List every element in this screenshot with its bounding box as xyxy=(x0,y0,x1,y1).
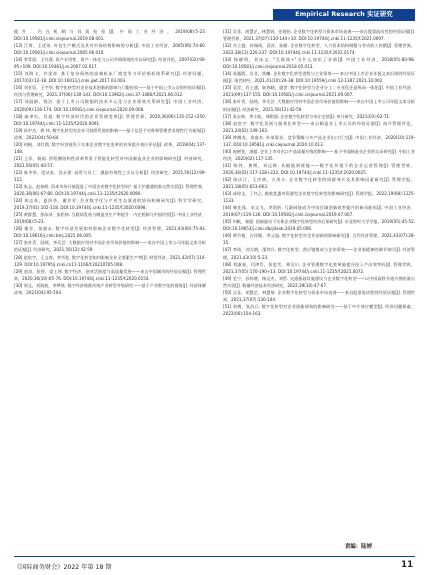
editor-signature: 责编：陆婷 xyxy=(345,544,372,550)
reference-entry: [24] 胡志英，夏四华，谢芳芳. 企业数字化与产业生态演进的协同机制研究[J]. 科学学研究，2019,37(01):102-118. DOI:10.19744/j.cnki.11-1235/f.2020.0098. xyxy=(14,198,206,211)
reference-entry: [13] 江霄，王述英. 外包生产模式及其对市场结构影响的分析[J]. 中国工业经济，2005(06):74-80. DOI:10.19581/j.cnki.ciejournal.2005.06.010. xyxy=(14,43,206,56)
reference-entry: [25] 黄群慧，余泳泽，张松林. 互联网发展与制造业生产率提升：内在机制与中国经验[J]. 中国工业经济，2019(08):5-23. xyxy=(14,212,206,225)
reference-entry: [16] 刘亚男，王宇华. 数字化转型对企业技术创新的影响与门限检验——基于中国上市公司的经验证据[J]. 经济与管理研究，2021,37(06):130-143. DOI:10.13962/j.cnki.37-1486/f.2021.06.012. xyxy=(14,85,206,98)
reference-entry: [40] 祝树金，汤超. 企业上市对出口产品质量升级的影响——基于中国制造业企业的实证研究[J]. 中国工业经济，2020(02):117-135. xyxy=(223,148,415,161)
reference-entry: [27] 张叶青，陆瑶，李乐芸. 大数据应用对中国企业市场价值的影响——来自中国上市公司年报文本分析的证据[J]. 经济研究，2021,56(12):42-59. xyxy=(14,240,206,253)
reference-entry: [41] 陈剑，黄朔，刘运辉. 从赋能到使能——数字化环境下的企业运营管理[J]. 管理世界，2020,36(02):117-128+222. DOI:10.19744/j.cnki.11-1235/f.2020.0025. xyxy=(223,162,415,175)
reference-entry: [34] 易露霞，吴非，常曦. 企业数字化转型进程与主业绩效——来自中国上市企业年报文本识别的经验证据[J]. 现代财经，2021,41(10):24-38. DOI:10.19559/j.cnki.12-1387.2021.10.002. xyxy=(223,71,415,84)
left-reference-column xyxy=(14,28,206,296)
right-reference-column xyxy=(223,28,415,317)
reference-entry: [39] 钟腾龙，余淼杰. 外部需求、竞争策略与多产品企业出口行为[J]. 中国工业经济，2020(10):119-137. DOI:10.19581/j.cnki.ciejournal.2020.10.013. xyxy=(223,134,415,147)
header-divider xyxy=(14,20,415,21)
reference-entry: [17] 刘淑娟，钱洁. 基于上市公司数据的技术多元化与企业绩效关系研究[J]. 中国工业经济，2020(09):116-174. DOI:10.19581/j.cnki.ciejournal.2020.09.008. xyxy=(14,99,206,112)
page-number: 11 xyxy=(401,560,413,570)
reference-entry: [50] 吴非，胡慧芷，林慧妍. 企业数字化转型与资本市场表现——来自股票流动性的经验证据[J]. 管理世界，2021,37(07):130-144. xyxy=(223,289,415,302)
reference-entry: [33] 杨德明，刘泳文. "互联网+"为什么加出了业绩[J]. 中国工业经济，2018(05):80-98. DOI:10.19581/j.cnki.ciejournal.2018.05.013. xyxy=(223,57,415,70)
reference-entry: [35] 袁淳，肖土盛，耿春晓，盛誉. 数字化转型与企业分工：专业化还是纵向一体化[J]. 中国工业经济，2021(09):137-155. DOI:10.19581/j.cnki.ciejournal.2021.09.007. xyxy=(223,85,415,98)
reference-entry: [51] 周博，张昌兵. 数字化转型对企业创新绩效的影响研究——基于中介效应模型[J]. 经济问题探索，2022(06):154-163. xyxy=(223,303,415,316)
reference-entry: [42] 陈庆江，王彦萌，万茂丰. 企业数字化转型的同群效应及其影响因素研究[J]. 管理学报，2021,18(05):653-663. xyxy=(223,176,415,190)
reference-entry: [22] 陈冬华，范从来，沈永建. 高管与员工：激励有效性之实证分析[J]. 经济研究，2015,50(12):99-112. xyxy=(14,169,206,182)
reference-entry: [14] 李青原，王红燕. 资产专用性、资产一体化与公司并购绩效的实证研究[J]. 经济评论，2007(02):90-95+109. DOI:10.19361/j.er.2007.02.017. xyxy=(14,57,206,70)
reference-entry: [29] 赵涛，张智，梁上坤. 数字经济、创业活跃度与高质量发展——来自中国城市的经验证据[J]. 管理世界，2020,36(10):65-76. DOI:10.19744/j.cnki.11-1235/f.2020.0154. xyxy=(14,268,206,281)
reference-entry: 提升：内在机制与异质检验[J]. 中国工业经济，2019(08):5-23. DOI:10.19581/j.cnki.ciejournal.2019.08.001. xyxy=(14,29,206,42)
reference-entry: [44] 韩先锋，宋文飞，李勃昕. 互联网能成为中国区域创新效率提升的新动能吗[J]. 中国工业经济，2019(07):119-136. DOI:10.19581/j.cnki.ciejournal.2019.07.007. xyxy=(223,205,415,218)
journal-issue: 《国际商务财会》2022 年第 18 期 xyxy=(14,564,112,571)
reference-entry: [31] 吴非，胡慧芷，林慧妍，任晓怡. 企业数字化转型与资本市场表现——来自股票流动性的经验证据[J]. 管理世界，2021,37(07):130-144+10. DOI:10.19744/j.cnki.11-1235/f.2021.0097. xyxy=(223,29,415,42)
section-header: Empirical Research 实证研究 xyxy=(273,9,415,20)
reference-entry: [49] 毛宁，孙伟增，杨运杰，刘哲. 交通基础设施建设与企业数字化转型——以中国高铁开通为例的准自然实验[J]. 数量经济技术经济研究，2022,39(10):47-67. xyxy=(223,275,415,288)
reference-entry: [47] 李琦，刘力钢，邵剑兵. 数字化转型、供应链集成与企业绩效——企业家精神的调节效应[J]. 经济管理，2021,43(10):5-23. xyxy=(223,247,415,260)
reference-entry: [18] 戚聿东，肖旭. 数字经济时代的企业管理变革[J]. 管理世界，2020,36(06):135-152+250. DOI:10.19744/j.cnki.11-1235/f.2020.0091. xyxy=(14,113,206,126)
reference-entry: [15] 刘海飞，许金涛. 基于复杂网络的高端机床厂商竞争力评价指标体系研究[J]. 经济问题，2017(03):12-18. DOI:10.16011/j.cnki.jjwt.2017.03.003. xyxy=(14,71,206,84)
reference-entry: [23] 朱志，赵春辉. 资本市场开放促进了中国企业数字化转型吗？基于沪港通的准自然实验[J]. 管理世界，2020,36(06):67-80. DOI:10.19744/j.cnki.11-1235/f.2020.0090. xyxy=(14,184,206,197)
reference-entry: [19] 孙中杰，黄 伟. 数字化转型对企业可持续发展的影响——基于信息不对称和管理者非理性行为视角[J]. 改革，2021(04):50-64. xyxy=(14,127,206,140)
reference-entry: [30] 周文，刘海波，李梦欣. 数字经济助推传统产业转型升级研究——基于产业数字化的视角[J]. 经济体制改革，2021(04):95-104. xyxy=(14,282,206,295)
reference-entry: [46] 黄节根，吉祥熙，李元旭. 数字化转型对企业创新的影响研究[J]. 当代经济管理，2021,43(07):28-35. xyxy=(223,233,415,246)
reference-entry: [43] 成琼文，丁红乙. 税收优惠对资源型企业数字化转型的影响研究[J]. 管理学报，2022,19(08):1125-1133. xyxy=(223,191,415,204)
reference-entry: [32] 肖土盛，孙瑞琦，袁淳，孙健. 企业数字化转型、人力资本结构调整与劳动收入份额[J]. 管理世界，2022,38(12):220-237. DOI:10.19744/j.cnki.11-1235/f.2022.0174. xyxy=(223,43,415,56)
reference-entry: [26] 谢芳，张晓永. 数字经济发展如何影响企业数字化转型[J]. 经济管理，2021,43(06):75-93. DOI:10.19616/j.cnki.bmj.2021.06.005. xyxy=(14,226,206,239)
reference-entry: [37] 张永珅，李小波，邢铭强. 企业数字化转型与审计定价[J]. 审计研究，2021(03):62-71. xyxy=(223,113,391,119)
reference-entry: [38] 赵宸宇. 数字化发展与服务化转型——来自制造业上市公司的经验证据[J]. 南开管理评论，2021,24(02):149-163. xyxy=(223,120,415,133)
reference-entry: [20] 何帆，刘红霞. 数字经济视角下实体企业数字化变革的业绩提升效应评估[J]. 改革，2019(04):137-148. xyxy=(14,141,206,154)
reference-entry: [36] 张叶青，陆瑶，李乐芸. 大数据应用对中国企业市场价值的影响——来自中国上市公司年报文本分析的证据[J]. 经济研究，2021,56(12):42-59. xyxy=(223,99,415,112)
footer-divider xyxy=(14,556,415,557)
reference-entry: [21] 王洋，杨丽. 供给侧结构性改革背景下智能化转型对中国制造业企业的影响研究[J]. 经济研究，2021,56(05):40-57. xyxy=(14,155,206,168)
reference-entry: [48] 刘淑春，闫津臣，张思雪，林汉川. 企业管理数字化变革能提升投入产出效率吗[J]. 管理世界，2021,37(05):170-190+13. DOI:10.19744/j.cnki.11-1235/f.2021.0072. xyxy=(223,261,415,274)
reference-entry: [45] 何帆，秦愿. 创新驱动下实体企业数字化转型经济后果研究[J]. 东北财经大学学报，2019(05):45-52. DOI:10.19653/j.cnki.dbcjdxxb.2019.05.006. xyxy=(223,219,415,232)
reference-entry: [28] 赵宸宇，王文春，李雪松. 数字化转型如何影响企业全要素生产率[J]. 财贸经济，2021,42(07):114-129. DOI:10.19795/j.cnki.cn11-1166/f.20210705.008. xyxy=(14,254,206,267)
